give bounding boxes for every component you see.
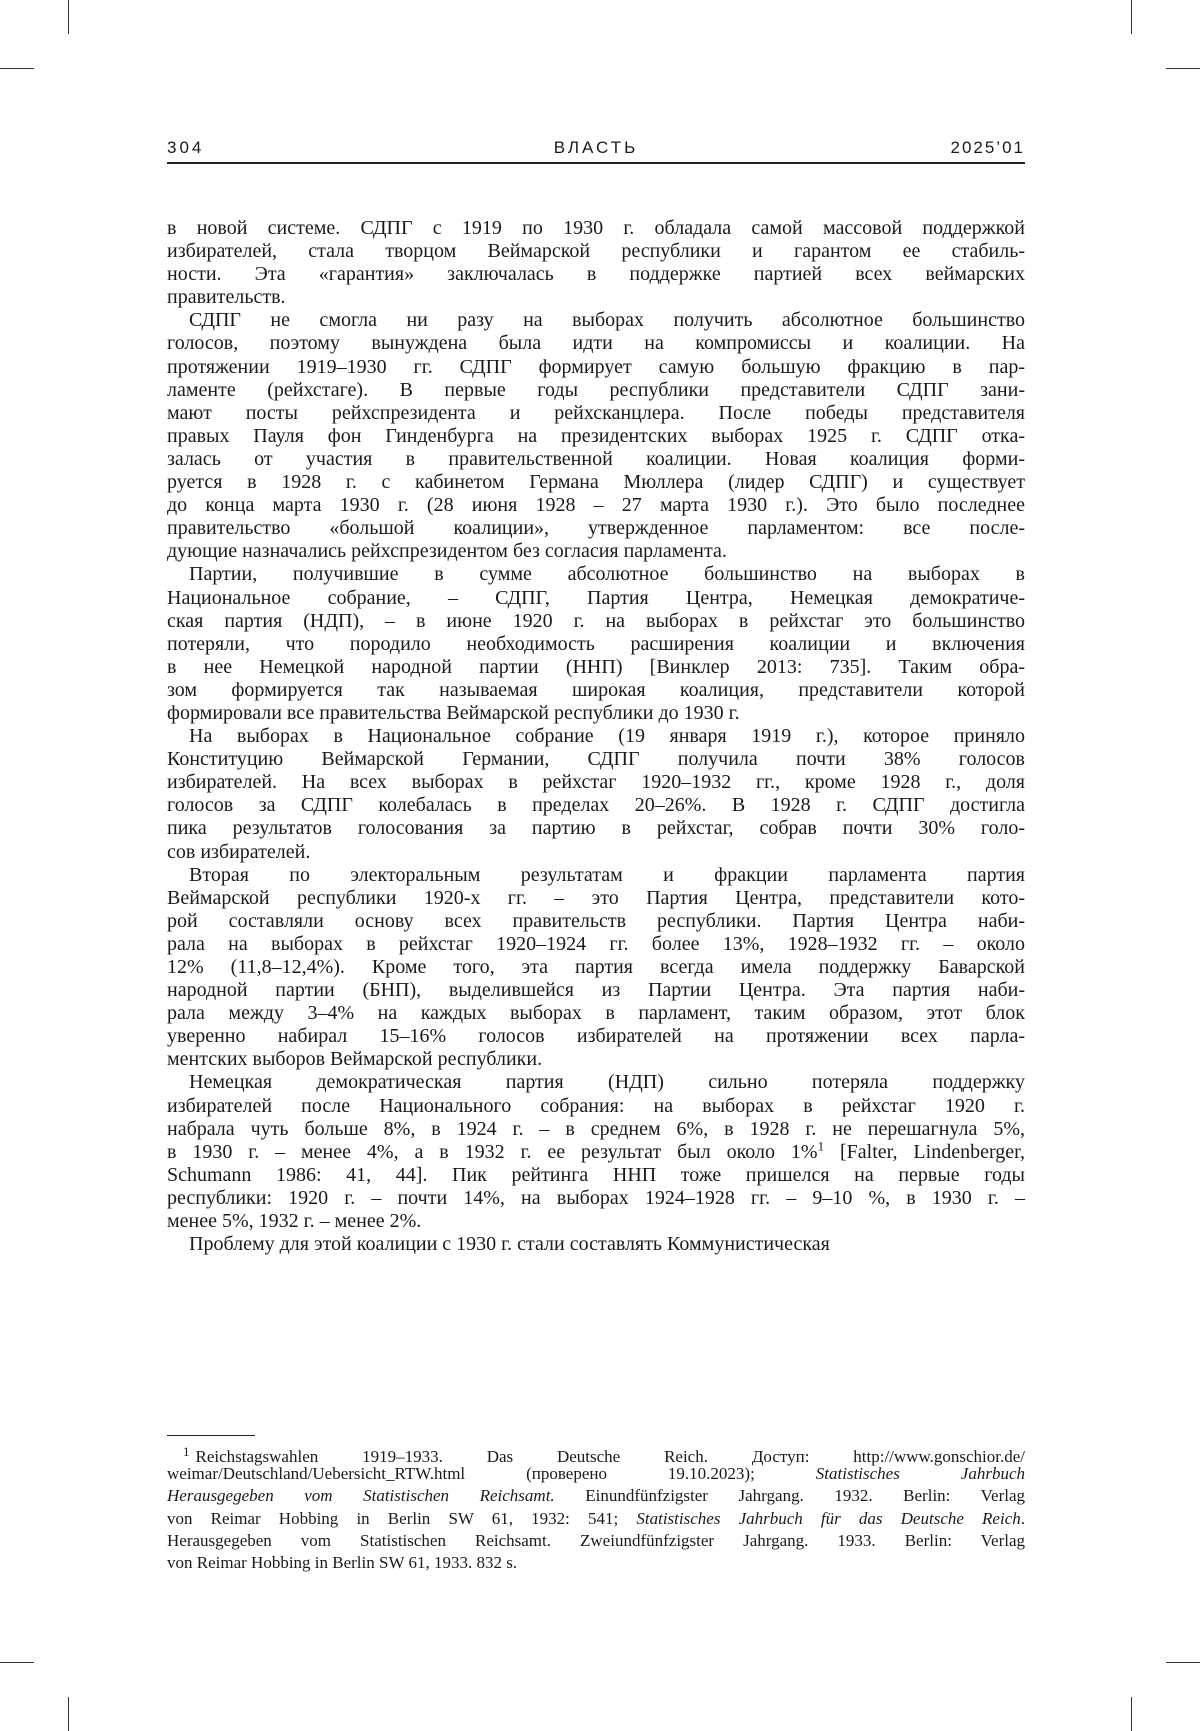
- text-line: Schumann 1986: 41, 44]. Пик рейтинга ННП тоже пришелся на первые годы: [167, 1163, 1025, 1186]
- text-line: в нее Немецкой народной партии (ННП) [Винклер 2013: 735]. Таким обра-: [167, 655, 1025, 678]
- text-line: уверенно набирал 15–16% голосов избирателей на протяжении всех парла-: [167, 1025, 1025, 1048]
- text-line: до конца марта 1930 г. (28 июня 1928 – 27 марта 1930 г.). Это было последнее: [167, 494, 1025, 517]
- text-line: Национальное собрание, – СДПГ, Партия Центра, Немецкая демократиче-: [167, 586, 1025, 609]
- text-line: дующие назначались рейхспрезидентом без согласия парламента.: [167, 540, 727, 563]
- text-line: рала на выборах в рейхстаг 1920–1924 гг. более 13%, 1928–1932 гг. – около: [167, 932, 1025, 955]
- page-number: 304: [167, 138, 205, 157]
- text-line: формировали все правительства Веймарской республики до 1930 г.: [167, 701, 740, 724]
- text-line: голосов, поэтому вынуждена была идти на компромиссы и коалиции. На: [167, 332, 1025, 355]
- italic-citation: Statistisches Jahrbuch für das Deutsche Reich: [636, 1508, 1021, 1528]
- paragraph: [167, 563, 1025, 725]
- text-line: сов избирателей.: [167, 840, 311, 863]
- footnote-divider: [167, 1435, 255, 1436]
- text-segment: von Reimar Hobbing in Berlin SW 61, 1933. 832 s.: [167, 1552, 518, 1572]
- text-line: СДПГ не смогла ни разу на выборах получить абсолютное большинство: [189, 309, 1025, 332]
- text-line: Проблему для этой коалиции с 1930 г. стали составлять Коммунистическая: [189, 1233, 830, 1256]
- paragraph: [167, 1071, 1025, 1233]
- text-segment: [Falter, Lindenberger,: [824, 1140, 1025, 1163]
- text-line: менее 5%, 1932 г. – менее 2%.: [167, 1210, 422, 1233]
- footnote-line: [167, 1485, 1025, 1507]
- text-segment: weimar/Deutschland/Uebersicht_RTW.html (проверено 19.10.2023);: [167, 1464, 816, 1484]
- crop-mark: [0, 68, 34, 69]
- footnote-line: [167, 1441, 1025, 1466]
- text-line: набрала чуть больше 8%, в 1924 г. – в среднем 6%, в 1928 г. не перешагнула 5%,: [167, 1117, 1025, 1140]
- text-line: Вторая по электоральным результатам и фракции парламента партия: [189, 863, 1025, 886]
- italic-citation: Statistisches Jahrbuch: [815, 1464, 1025, 1484]
- paragraph: [167, 725, 1025, 864]
- text-line: в новой системе. СДПГ с 1919 по 1930 г. обладала самой массовой поддержкой: [167, 217, 1025, 239]
- text-line: ламенте (рейхстаге). В первые годы республики представители СДПГ зани-: [167, 378, 1025, 401]
- text-line: рой составляли основу всех правительств республики. Партия Центра наби-: [167, 909, 1025, 932]
- footnote-line: [167, 1552, 1025, 1574]
- text-line: народной партии (БНП), выделившейся из Партии Центра. Эта партия наби-: [167, 979, 1025, 1002]
- text-line: правительств.: [167, 286, 286, 309]
- crop-mark: [1166, 1662, 1200, 1663]
- text-line: пика результатов голосования за партию в рейхстаг, собрав почти 30% голо-: [167, 817, 1025, 840]
- text-line: Немецкая демократическая партия (НДП) сильно потеряла поддержку: [189, 1071, 1025, 1094]
- paragraph: [167, 864, 1025, 1072]
- crop-mark: [1131, 1697, 1132, 1731]
- text-line: потеряли, что породило необходимость расширения коалиции и включения: [167, 632, 1025, 655]
- paragraph: [167, 217, 1025, 309]
- text-line: ментских выборов Веймарской республики.: [167, 1048, 543, 1071]
- text-segment: Herausgegeben vom Statistischen Reichsamt. Zweiundfünfzigster Jahrgang. 1933. Berlin: Verlag: [167, 1530, 1025, 1550]
- text-line: 12% (11,8–12,4%). Кроме того, эта партия всегда имела поддержку Баварской: [167, 956, 1025, 978]
- text-line: На выборах в Национальное собрание (19 января 1919 г.), которое приняло: [189, 725, 1025, 748]
- issue-number: 2025’01: [950, 138, 1025, 157]
- footnote-reference[interactable]: 1: [817, 1138, 825, 1154]
- text-segment: .: [1020, 1508, 1025, 1528]
- text-line: избирателей после Национального собрания: на выборах в рейхстаг 1920 г.: [167, 1094, 1025, 1117]
- body-text: [167, 217, 1025, 1256]
- crop-mark: [1131, 0, 1132, 34]
- crop-mark: [68, 0, 69, 34]
- footnote-number: 1: [183, 1444, 190, 1459]
- crop-mark: [1166, 68, 1200, 69]
- text-segment: Einundfünfzigster Jahrgang. 1932. Berlin: Verlag: [554, 1486, 1025, 1506]
- text-line: руется в 1928 г. с кабинетом Германа Мюллера (лидер СДПГ) и существует: [167, 471, 1025, 494]
- text-line: Партии, получившие в сумме абсолютное большинство на выборах в: [189, 563, 1025, 586]
- text-line: республики: 1920 г. – почти 14%, на выборах 1924–1928 гг. – 9–10 %, в 1930 г. –: [167, 1186, 1025, 1209]
- text-segment: von Reimar Hobbing in Berlin SW 61, 1932: 541;: [167, 1508, 637, 1528]
- footnote-line: [167, 1508, 1025, 1530]
- text-line: [167, 1138, 1025, 1164]
- footnote-line: [167, 1463, 1025, 1485]
- paragraph: [167, 1233, 1025, 1256]
- text-line: мают посты рейхспрезидента и рейхсканцлера. После победы представителя: [167, 401, 1025, 424]
- text-segment: в 1930 г. – менее 4%, а в 1932 г. ее результат был около 1%: [167, 1140, 818, 1163]
- text-line: правительство «большой коалиции», утвержденное парламентом: все после-: [167, 517, 1025, 540]
- footnote: [167, 1441, 1025, 1574]
- text-line: ности. Эта «гарантия» заключалась в поддержке партией всех веймарских: [167, 263, 1025, 286]
- text-line: залась от участия в правительственной коалиции. Новая коалиция форми-: [167, 447, 1025, 470]
- text-line: рала между 3–4% на каждых выборах в парламент, таким образом, этот блок: [167, 1002, 1025, 1025]
- text-line: голосов за СДПГ колебалась в пределах 20–26%. В 1928 г. СДПГ достигла: [167, 794, 1025, 817]
- text-line: протяжении 1919–1930 гг. СДПГ формирует самую большую фракцию в пар-: [167, 355, 1025, 378]
- italic-citation: Herausgegeben vom Statistischen Reichsamt.: [167, 1486, 555, 1506]
- footnote-line: [167, 1530, 1025, 1552]
- text-segment: Reichstagswahlen 1919–1933. Das Deutsche Reich. Доступ: http://www.gonschior.de/: [195, 1447, 1025, 1466]
- crop-mark: [0, 1662, 34, 1663]
- text-line: Конституцию Веймарской Германии, СДПГ получила почти 38% голосов: [167, 748, 1025, 771]
- crop-mark: [68, 1697, 69, 1731]
- text-line: ская партия (НДП), – в июне 1920 г. на выборах в рейхстаг это большинство: [167, 609, 1025, 632]
- text-line: правых Пауля фон Гинденбурга на президентских выборах 1925 г. СДПГ отка-: [167, 424, 1025, 447]
- journal-title: ВЛАСТЬ: [553, 138, 639, 157]
- text-line: Веймарской республики 1920-х гг. – это Партия Центра, представители кото-: [167, 886, 1025, 909]
- paragraph: [167, 309, 1025, 563]
- text-line: зом формируется так называемая широкая коалиция, представители которой: [167, 678, 1025, 701]
- text-line: избирателей, стала творцом Веймарской республики и гарантом ее стабиль-: [167, 240, 1025, 263]
- text-line: избирателей. На всех выборах в рейхстаг 1920–1932 гг., кроме 1928 г., доля: [167, 771, 1025, 794]
- running-header: [167, 138, 1025, 164]
